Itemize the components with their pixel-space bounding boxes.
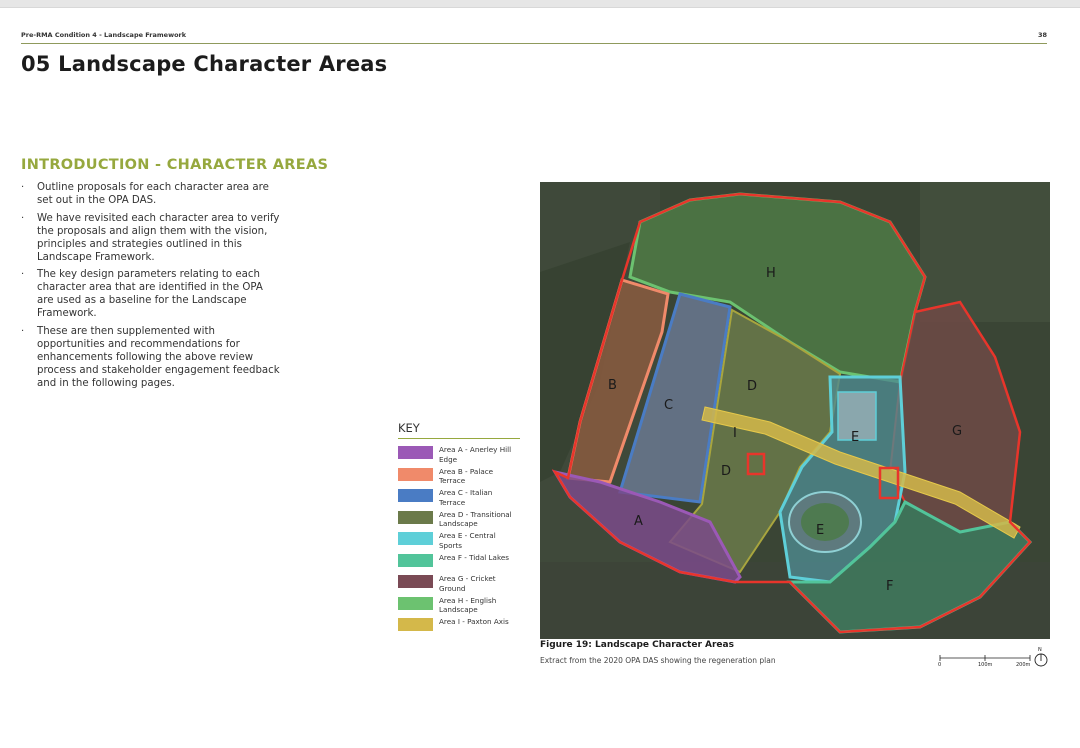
bullet-item [21,269,281,321]
character-areas-map [540,182,1050,639]
key-swatch [398,618,433,631]
key-label: Area G - Cricket Ground [439,574,496,593]
page-title: 05 Landscape Character Areas [21,52,388,76]
north-label: N [1038,647,1042,653]
map-label-g: G [952,424,963,439]
bullet-text: We have revisited each character area to verify the proposals and align them with the vision, principles and strategies outlined in this Landscape Framework. [37,212,280,263]
header-rule [21,43,1047,44]
key-item-area-b [398,467,520,489]
urban-area-northeast [920,182,1050,322]
key-swatch [398,446,433,459]
key-label: Area I - Paxton Axis [439,617,509,626]
map-label-i: I [733,426,737,441]
key-swatch [398,554,433,567]
section-heading: INTRODUCTION - CHARACTER AREAS [21,157,329,173]
bullet-item [21,326,281,391]
key-label: Area F - Tidal Lakes [439,552,510,562]
bullet-dot-icon: · [21,269,25,281]
key-item-area-a [398,445,520,467]
key-item-area-h [398,596,520,618]
map-label-h: H [766,266,776,281]
page-number: 38 [1037,31,1047,39]
bullet-dot-icon: · [21,182,25,193]
scale-label-200m: 200m [1016,662,1031,668]
map-label-e-south: E [816,523,825,538]
map-label-a: A [634,514,643,529]
key-label: Area D - Transitional Landscape [439,509,512,529]
key-item-area-c [398,488,520,510]
key-label: Area E - Central Sports [439,531,496,550]
key-item-area-i [398,617,520,639]
key-swatch [398,489,433,502]
map-graphic [540,182,1050,639]
scale-label-100m: 100m [978,662,993,668]
figure-subcaption: Extract from the 2020 OPA DAS showing the regeneration plan [540,656,776,665]
key-item-area-g [398,574,520,596]
map-key [398,421,520,639]
key-label: Area B - Palace Terrace [439,466,494,486]
key-item-area-e [398,531,520,553]
bullet-dot-icon: · [21,326,25,338]
map-label-f: F [886,579,894,594]
key-label: Area H - English Landscape [439,595,497,615]
key-swatch [398,575,433,588]
bullet-item [21,213,281,265]
bullet-item [21,182,281,208]
bullet-dot-icon: · [21,212,25,224]
key-swatch [398,597,433,610]
document-header [21,31,1047,39]
intro-bullet-list [21,182,281,396]
key-swatch [398,532,433,545]
scale-bar-graphic [938,647,1050,674]
document-title: Pre-RMA Condition 4 - Landscape Framework [21,31,187,39]
map-label-d-north: D [747,379,758,394]
key-title: KEY [398,421,520,439]
key-item-area-f [398,553,520,575]
bullet-text: These are then supplemented with opportunities and recommendations for enhancements following the above review process and stakeholder engagement feedback and in the following pages. [37,326,280,389]
map-label-b: B [608,378,617,393]
figure-caption: Figure 19: Landscape Character Areas [540,640,734,650]
viewer-top-bar [0,0,1080,8]
bullet-text: Outline proposals for each character area are set out in the OPA DAS. [37,182,269,206]
key-label: Area C - Italian Terrace [439,488,493,507]
key-swatch [398,511,433,524]
map-label-d-south: D [721,464,732,479]
map-label-c: C [664,398,674,413]
map-label-e-north: E [851,430,860,445]
scale-bar [938,647,1050,674]
bullet-text: The key design parameters relating to each character area that are identified in the OPA are used as a baseline for the Landscape Framework. [37,269,263,320]
key-swatch [398,468,433,481]
stadium-field [801,503,849,541]
key-item-area-d [398,510,520,532]
key-label: Area A - Anerley Hill Edge [439,445,512,464]
scale-label-0: 0 [938,662,942,668]
